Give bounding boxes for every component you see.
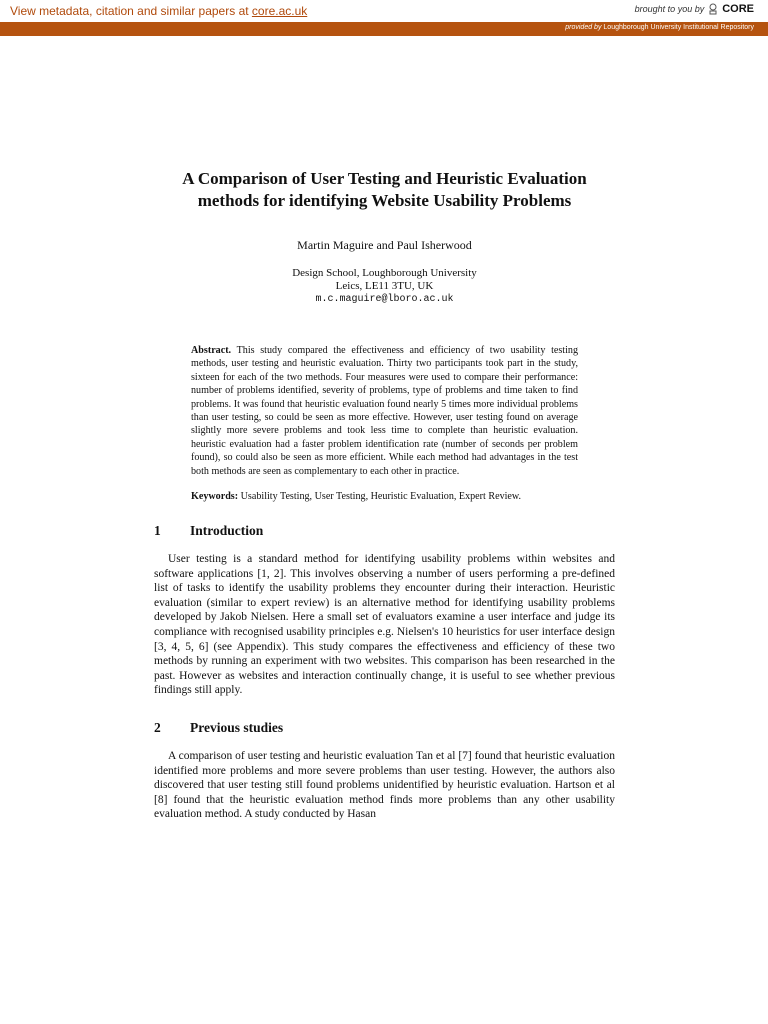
section-number: 2 [154,720,161,735]
paper-authors: Martin Maguire and Paul Isherwood [297,238,472,252]
metadata-prefix: View metadata, citation and similar papers at [10,4,252,18]
author-email[interactable]: m.c.maguire@lboro.ac.uk [315,294,454,305]
affiliation-line2: Leics, LE11 3TU, UK [335,280,434,292]
section-title: Previous studies [190,720,284,735]
brought-by-label: brought to you by [634,4,705,14]
core-link[interactable]: core.ac.uk [251,4,308,18]
abstract-label: Abstract. [191,345,232,356]
provided-by-bar [0,22,768,36]
section-heading-introduction [154,523,615,539]
abstract-text: This study compared the effectiveness and efficiency of two usability testing methods, user testing and heuristic evaluation. Thirty two participants took part in the study, sixteen for each of the two methods. Four measures were used to compare their performance: number of problems identified, severity of problems, type of problems and time taken to find problems. It was found that heuristic evaluation found nearly 5 times more individual problems than user testing, so could be seen as more effective. However, user testing found on average slightly more severe problems and took less time to complete than heuristic evaluation. heuristic evaluation had a faster problem identification rate (number of seconds per problem found), so could also be seen as more efficient. While each method had advantages in the test both methods are seen as complementary to each other in practice. [191,345,578,477]
abstract [191,344,578,478]
section-body-previous-studies: A comparison of user testing and heuristic evaluation Tan et al [7] found that heuristic evaluation identified more problems and more severe problems than user testing. However, the authors also discovered that user testing still found problems unidentified by heuristic evaluation. Hartson et al [8] found that the heuristic evaluation method finds more problems than any other usability evaluation method. A study conducted by Hasan [154,750,615,821]
provided-by [565,24,754,31]
section-title: Introduction [190,523,264,539]
core-brand[interactable]: CORE [722,3,754,15]
section-number: 1 [154,523,161,539]
keywords-label: Keywords: [191,491,239,503]
section-body-introduction: User testing is a standard method for identifying usability problems within websites and software applications [1, 2]. This involves observing a number of users performing a pre-defined list of tasks to identify the usability problems they encounter during their interaction. Heuristic evaluation (similar to expert review) is an alternative method for identifying usability problems developed by Jakob Nielsen. Here a small set of evaluators examine a user interface and judge its compliance with recognised usability principles e.g. Nielsen's 10 heuristics for user interface design [3, 4, 5, 6] (see Appendix). This study compares the effectiveness and efficiency of these two methods by running an experiment with two websites. This comparison has been researched in the past. However as websites and interaction continually change, it is useful to see whether previous findings still apply. [154,553,615,697]
affiliation-line1: Design School, Loughborough University [292,267,477,279]
paper-page [154,168,615,822]
keywords [191,490,578,503]
provided-by-source: Loughborough University Institutional Repository [603,24,754,31]
metadata-notice [10,4,307,18]
section-heading-previous-studies [154,720,615,736]
core-banner [0,0,768,23]
brought-by [635,3,754,15]
provided-by-label: provided by [565,24,602,31]
affiliation [154,267,615,306]
core-logo-icon [708,3,718,15]
paper-title: A Comparison of User Testing and Heuristic Evaluation methods for identifying Website Usability Problems [182,169,587,210]
keywords-text: Usability Testing, User Testing, Heuristic Evaluation, Expert Review. [240,491,522,503]
